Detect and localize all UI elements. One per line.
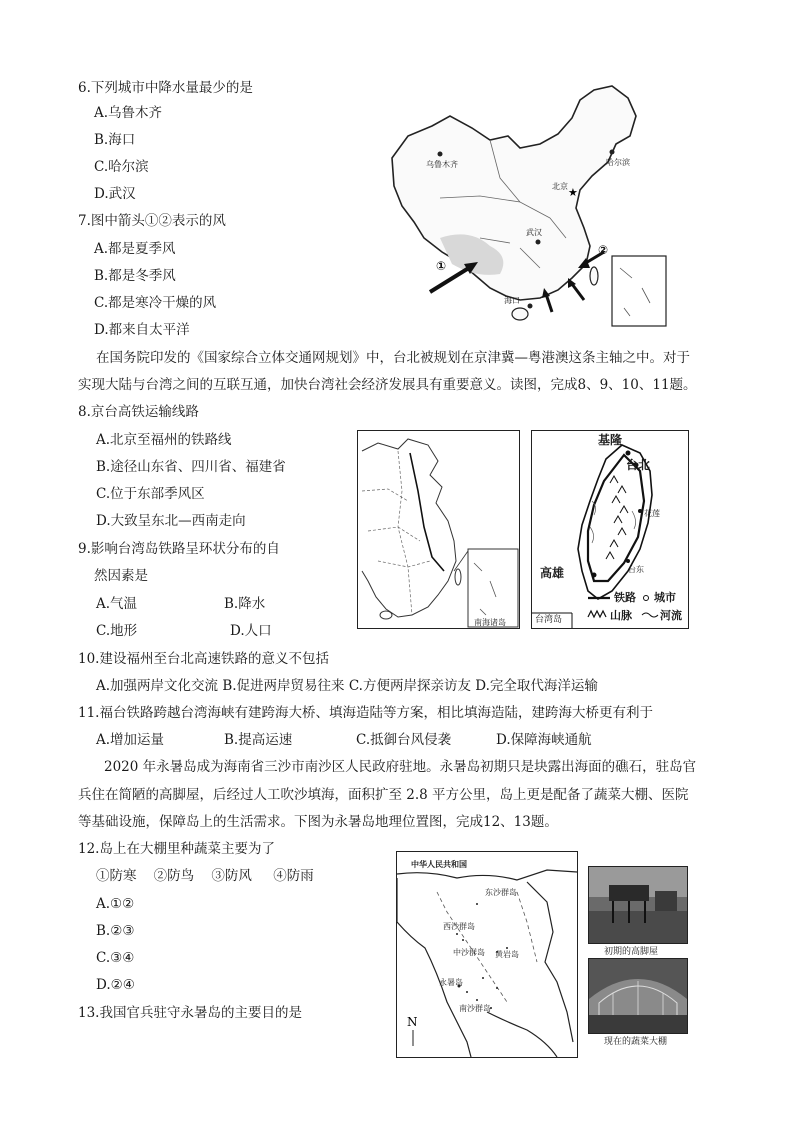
- label-arrow-1: ①: [436, 259, 447, 273]
- q12-choices: ①防寒 ②防鸟 ③防风 ④防雨: [96, 868, 314, 884]
- label-haikou: 海口: [504, 296, 520, 305]
- taiwan-island: [590, 267, 598, 285]
- legend-river-symbol: [642, 613, 658, 617]
- q7-option-b: B.都是冬季风: [94, 268, 176, 284]
- q6-option-b: B.海口: [94, 132, 136, 148]
- q8-option-b: B.途径山东省、四川省、福建省: [96, 459, 286, 475]
- label-xisha: 西沙群岛: [443, 922, 475, 931]
- south-sea-inset: [612, 256, 666, 326]
- intro-8-11-line1: 在国务院印发的《国家综合立体交通网规划》中，台北被规划在京津冀—粤港澳这条主轴之中。对于: [96, 350, 690, 366]
- q11-option-b: B.提高运速: [224, 732, 293, 748]
- label-beijing: 北京: [552, 182, 568, 191]
- q8-option-d: D.大致呈东北—西南走向: [96, 513, 246, 529]
- q9-option-b: B.降水: [224, 596, 266, 612]
- urumqi-dot: [438, 152, 443, 157]
- q9-stem-line2: 然因素是: [94, 568, 148, 584]
- q8-option-a: A.北京至福州的铁路线: [96, 432, 232, 448]
- legend-mountain-label: 山脉: [610, 609, 632, 622]
- taiwan-map-figure: [531, 430, 689, 629]
- china-map: [380, 78, 670, 330]
- legend-city-symbol: [644, 596, 649, 601]
- q9-option-a: A.气温: [96, 596, 138, 612]
- hainan-island: [512, 308, 528, 320]
- q7-stem: 7.图中箭头①②表示的风: [78, 213, 226, 229]
- inset-label: 南海诸岛: [474, 618, 506, 627]
- hainan-outline: [380, 611, 392, 619]
- q6-option-d: D.武汉: [94, 186, 136, 202]
- q11-option-c: C.抵御台风侵袭: [356, 732, 452, 748]
- q12-option-d: D.②④: [96, 977, 135, 993]
- label-taitung: 台东: [628, 565, 644, 574]
- stilt-house-image: [589, 867, 687, 943]
- label-nansha: 南沙群岛: [459, 1004, 491, 1013]
- arrow-south-east: [572, 284, 584, 300]
- q9-option-d: D.人口: [230, 623, 272, 639]
- harbin-dot: [610, 150, 615, 155]
- taitung-dot: [626, 559, 630, 563]
- stilt-house-photo: [588, 866, 688, 944]
- south-china-sea-map: [397, 852, 577, 1057]
- label-kaohsiung: 高雄: [540, 566, 565, 580]
- label-yongshu: 永暑岛: [439, 978, 463, 987]
- keelung-dot: [626, 451, 631, 456]
- legend-city-label: 城市: [654, 591, 676, 604]
- label-zhongsha: 中沙群岛: [453, 948, 485, 957]
- china-map-figure: [380, 78, 670, 330]
- label-hualien: 花莲: [644, 509, 660, 518]
- label-taiwan-island: 台湾岛: [535, 615, 563, 625]
- q12-option-a: A.①②: [96, 896, 135, 912]
- q8-stem: 8.京台高铁运输线路: [78, 404, 199, 420]
- q9-stem-line1: 9.影响台湾岛铁路呈环状分布的自: [78, 541, 280, 557]
- mainland-coast: [397, 870, 577, 880]
- intro-12-13-line1: 2020 年永暑岛成为海南省三沙市南沙区人民政府驻地。永暑岛初期只是块露出海面的礁石，驻岛官: [104, 759, 697, 775]
- intro-8-11-line2: 实现大陆与台湾之间的互联互通，加快台湾社会经济发展具有重要意义。读图，完成8、9、10、11题。: [78, 377, 697, 393]
- greenhouse-caption: 现在的蔬菜大棚: [604, 1037, 668, 1047]
- q7-option-c: C.都是寒冷干燥的风: [94, 295, 217, 311]
- label-huangyan: 黄岩岛: [495, 950, 519, 959]
- east-china-map: [358, 431, 519, 628]
- q12-option-b: B.②③: [96, 923, 135, 939]
- q7-option-a: A.都是夏季风: [94, 241, 176, 257]
- label-keelung: 基隆: [598, 433, 623, 447]
- east-china-map-figure: [357, 430, 520, 629]
- q11-option-d: D.保障海峡通航: [496, 732, 592, 748]
- borneo-coast: [487, 1012, 557, 1057]
- philippines-coast: [527, 882, 573, 1042]
- coastline: [362, 439, 456, 617]
- q13-stem: 13.我国官兵驻守永暑岛的主要目的是: [78, 1005, 302, 1021]
- beijing-star: ★: [568, 186, 578, 199]
- indochina-coast: [397, 878, 471, 1057]
- hualien-dot: [638, 509, 642, 513]
- intro-12-13-line2: 兵住在简陋的高脚屋，后经过人工吹沙填海，面积扩至 2.8 平方公里，岛上更是配备了蔬菜大棚、医院: [78, 787, 689, 803]
- haikou-dot: [528, 304, 533, 309]
- china-outline: [392, 86, 636, 300]
- q11-option-a: A.增加运量: [96, 732, 165, 748]
- railway-line: [410, 453, 444, 571]
- north-arrow: N: [407, 1015, 418, 1029]
- label-taipei: 台北: [626, 458, 651, 472]
- q9-option-c: C.地形: [96, 623, 138, 639]
- taiwan-outline: [455, 569, 461, 585]
- stilt-house-caption: 初期的高脚屋: [604, 947, 659, 957]
- q6-stem: 6.下列城市中降水量最少的是: [78, 80, 253, 96]
- q6-option-c: C.哈尔滨: [94, 159, 149, 175]
- q12-option-c: C.③④: [96, 950, 135, 966]
- label-arrow-2: ②: [598, 243, 609, 257]
- label-dongsha: 东沙群岛: [485, 888, 517, 897]
- legend-river-label: 河流: [660, 609, 682, 622]
- greenhouse-image: [589, 959, 687, 1033]
- q6-option-a: A.乌鲁木齐: [94, 105, 163, 121]
- q11-stem: 11.福台铁路跨越台湾海峡有建跨海大桥、填海造陆等方案，相比填海造陆，建跨海大桥更有利于: [78, 705, 653, 721]
- kaohsiung-dot: [592, 573, 597, 578]
- intro-12-13-line3: 等基础设施，保障岛上的生活需求。下图为永暑岛地理位置图，完成12、13题。: [78, 814, 558, 830]
- label-wuhan: 武汉: [526, 228, 542, 237]
- q10-options: A.加强两岸文化交流 B.促进两岸贸易往来 C.方便两岸探亲访友 D.完全取代海洋运输: [96, 678, 598, 694]
- label-harbin: 哈尔滨: [606, 158, 630, 167]
- south-china-sea-map-figure: [396, 851, 578, 1058]
- greenhouse-photo: [588, 958, 688, 1034]
- q12-stem: 12.岛上在大棚里种蔬菜主要为了: [78, 841, 275, 857]
- q8-option-c: C.位于东部季风区: [96, 486, 205, 502]
- q10-stem: 10.建设福州至台北高速铁路的意义不包括: [78, 651, 329, 667]
- label-prc: 中华人民共和国: [411, 860, 467, 869]
- wuhan-dot: [536, 240, 541, 245]
- q7-option-d: D.都来自太平洋: [94, 322, 190, 338]
- legend-mountain-symbol: [588, 611, 606, 617]
- label-urumqi: 乌鲁木齐: [426, 160, 458, 169]
- legend-railway-label: 铁路: [614, 591, 636, 604]
